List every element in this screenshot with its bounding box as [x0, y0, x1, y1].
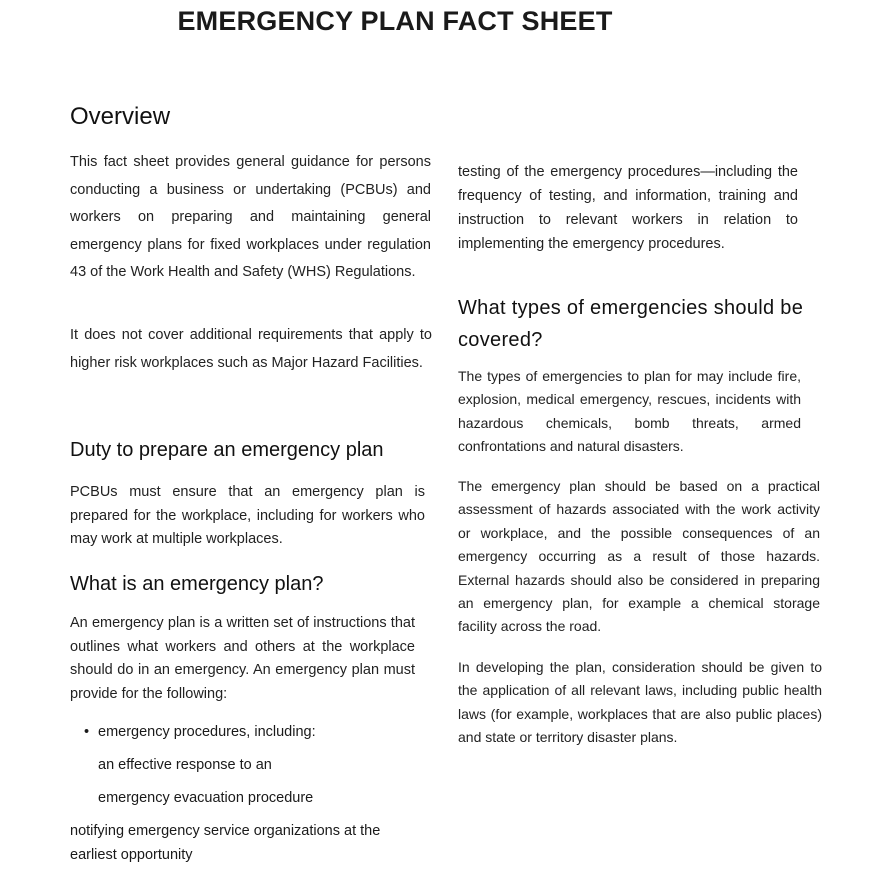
- overview-paragraph-1: This fact sheet provides general guidance for persons conducting a business or undertaking (PCBUs) and workers on preparing and maintaining general emergency plans for fixed workplaces under regulation 43 of the Work Health and Safety (WHS) Regulations.: [70, 154, 431, 281]
- bullet-item-emergency-procedures: emergency procedures, including:: [98, 724, 316, 740]
- types-paragraph-3: In developing the plan, consideration should be given to the application of all relevant laws, including public health laws (for example, workplaces that are also public places) and state or territory disaster plans.: [458, 659, 822, 746]
- types-paragraph-1: The types of emergencies to plan for may include fire, explosion, medical emergency, rescues, incidents with hazardous chemicals, bomb threats, armed confrontations and natural disasters.: [458, 368, 801, 454]
- overview-heading: Overview: [70, 103, 171, 130]
- duty-heading: Duty to prepare an emergency plan: [70, 439, 384, 461]
- notify-line-2: earliest opportunity: [70, 847, 193, 863]
- continued-paragraph: testing of the emergency procedures—including the frequency of testing, and information, training and instruction to relevant workers in relation to implementing the emergency procedures.: [458, 164, 798, 252]
- types-paragraph-2: The emergency plan should be based on a practical assessment of hazards associated with the work activity or workplace, and the possible consequences of an emergency occurring as a result of those hazards. External hazards should also be considered in preparing an emergency plan, for example a chemical storage facility across the road.: [458, 478, 820, 635]
- page-title: EMERGENCY PLAN FACT SHEET: [177, 6, 613, 36]
- sub-item-effective-response: an effective response to an: [98, 757, 272, 773]
- overview-paragraph-2: It does not cover additional requirements that apply to higher risk workplaces such as Major Hazard Facilities.: [70, 327, 432, 371]
- types-heading: What types of emergencies should be covered?: [458, 297, 804, 351]
- sub-item-evacuation-procedure: emergency evacuation procedure: [98, 790, 314, 806]
- bullet-dot-icon: •: [84, 724, 90, 740]
- notify-line-1: notifying emergency service organizations at the: [70, 823, 381, 839]
- duty-paragraph: PCBUs must ensure that an emergency plan is prepared for the workplace, including for workers who may work at multiple workplaces.: [70, 484, 425, 547]
- what-heading: What is an emergency plan?: [70, 573, 324, 595]
- what-paragraph: An emergency plan is a written set of instructions that outlines what workers and others at the workplace should do in an emergency. An emergency plan must provide for the following:: [70, 615, 415, 702]
